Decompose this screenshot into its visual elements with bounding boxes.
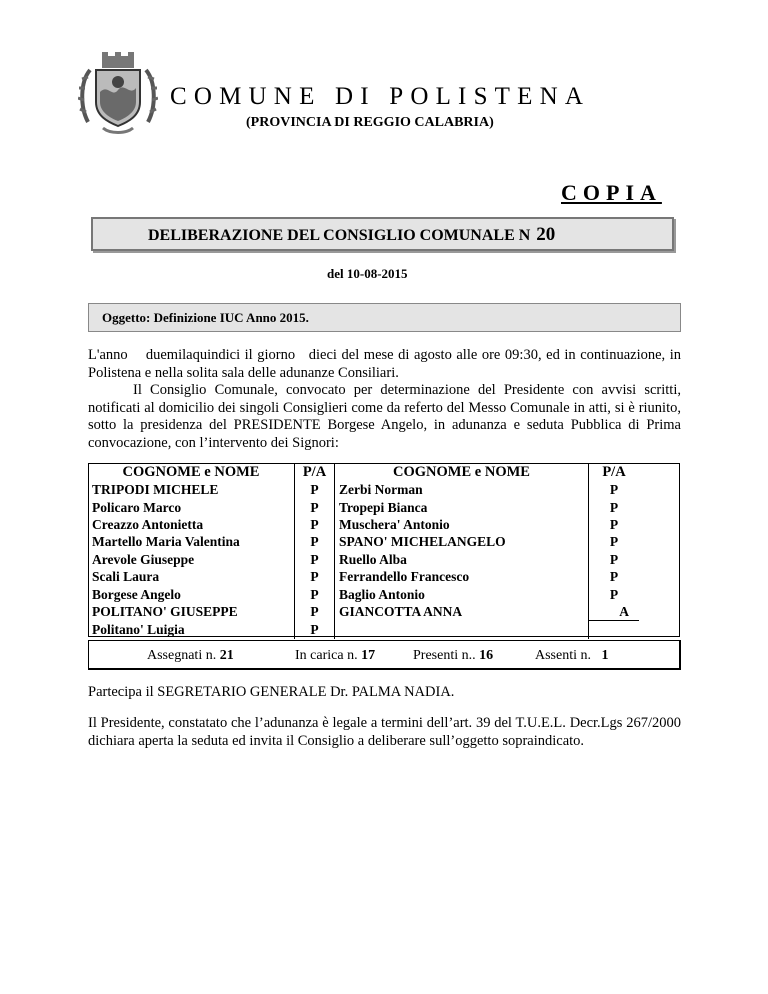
member-name: Tropepi Bianca [335,498,589,515]
member-name: POLITANO' GIUSEPPE [92,604,238,620]
delibera-title-text: DELIBERAZIONE DEL CONSIGLIO COMUNALE N [148,227,531,244]
member-name: Ruello Alba [335,551,589,568]
table-row [88,533,639,550]
copia-label: COPIA [561,180,662,205]
member-name: Zerbi Norman [335,481,589,498]
member-status: P [589,498,640,515]
header-name-left: COGNOME e NOME [122,463,260,480]
comune-title: COMUNE DI POLISTENA [170,83,591,110]
member-name: Arevole Giuseppe [92,551,195,567]
assegnati-label: Assegnati n. [147,648,217,663]
in-carica [295,648,375,664]
delibera-date: del 10-08-2015 [327,266,408,281]
presidente-paragraph: Il Presidente, constatato che l’adunanza è legale a termini dell’art. 39 del T.U.E.L. Decr.Lgs 267/2000 dichiara aperta la seduta ed invita il Consiglio a deliberare sull’oggetto sopraindicato. [88,715,681,749]
provincia-subtitle: (PROVINCIA DI REGGIO CALABRIA) [246,115,494,130]
member-name: SPANO' MICHELANGELO [335,533,589,550]
table-row [88,585,639,602]
member-name: Creazzo Antonietta [92,516,204,532]
member-name: GIANCOTTA ANNA [335,603,589,621]
member-status: P [295,498,335,515]
presenti [413,648,493,664]
segretario-line: Partecipa il SEGRETARIO GENERALE Dr. PALMA NADIA. [88,684,455,700]
member-status: P [295,585,335,602]
presenti-value: 16 [479,648,494,663]
header-pa-left: P/A [295,463,335,481]
table-row [88,621,639,639]
member-status: P [589,481,640,498]
member-status: P [589,585,640,602]
member-name: Borgese Angelo [92,586,181,602]
table-row [88,603,639,621]
assegnati [147,648,234,664]
table-row [88,551,639,568]
member-name: Martello Maria Valentina [92,534,240,550]
member-name: Policaro Marco [92,499,182,515]
member-status: P [295,621,335,639]
table-row [88,498,639,515]
member-status: P [589,568,640,585]
attendance-summary [88,640,681,670]
intro-line-2: Il Consiglio Comunale, convocato per determinazione del Presidente con avvisi scritti, notificati al domicilio dei singoli Consiglieri come da referto del Messo Comunale in atti, si è riunito, sotto la presidenza del PRESIDENTE Borgese Angelo, in adunanza e seduta Pubblica di Prima convocazione, con l’intervento dei Signori: [88,382,681,451]
member-name: Scali Laura [92,569,160,585]
table-row [88,516,639,533]
member-status: P [589,551,640,568]
attendance-table [88,463,639,639]
attendance-header-row [88,463,639,481]
member-name [335,621,589,639]
table-row [88,481,639,498]
table-row [88,568,639,585]
member-status: P [295,516,335,533]
member-status: P [589,516,640,533]
member-status: P [295,533,335,550]
member-status: A [589,603,640,621]
assenti [535,648,609,664]
member-name: Politano' Luigia [92,622,185,638]
header-pa-right: P/A [589,463,640,481]
header-name-right: COGNOME e NOME [335,463,589,481]
member-name: Ferrandello Francesco [335,568,589,585]
assenti-value: 1 [601,648,609,663]
assenti-label: Assenti n. [535,648,591,663]
member-status: P [295,603,335,621]
intro-paragraph [88,347,685,452]
member-status: P [295,481,335,498]
member-status [589,621,640,639]
member-name: TRIPODI MICHELE [92,482,219,498]
oggetto-text: Oggetto: Definizione IUC Anno 2015. [102,310,309,325]
in-carica-value: 17 [361,648,376,663]
member-name: Muschera' Antonio [335,516,589,533]
assegnati-value: 21 [219,648,234,663]
member-name: Baglio Antonio [335,585,589,602]
in-carica-label: In carica n. [295,648,358,663]
member-status: P [295,551,335,568]
presenti-label: Presenti n.. [413,648,476,663]
delibera-title [148,224,555,246]
delibera-number: 20 [536,224,556,245]
member-status: P [295,568,335,585]
member-status: P [589,533,640,550]
municipal-crest-icon [78,52,158,136]
intro-line-1: L'anno duemilaquindici il giorno dieci del mese di agosto alle ore 09:30, ed in continuazione, in Polistena e nella solita sala delle adunanze Consiliari. [88,347,685,381]
